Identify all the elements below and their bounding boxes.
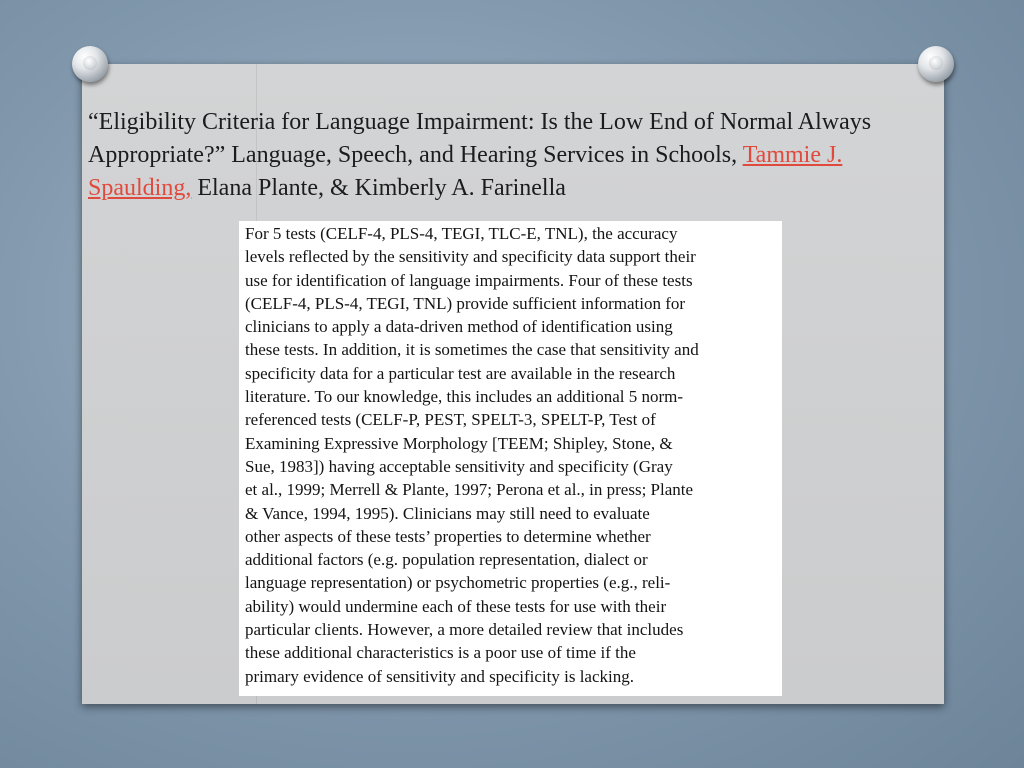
- article-excerpt-image: [239, 221, 782, 696]
- excerpt-text: For 5 tests (CELF-4, PLS-4, TEGI, TLC-E, TNL), the accuracy levels reflected by the sensitivity and specificity data support their use for identification of language impairments. Four of these tests (CELF-4, PLS-4, TEGI, TNL) provide sufficient information for clinicians to apply a data-driven method of identification using these tests. In addition, it is sometimes the case that sensitivity and specificity data for a particular test are available in the research literature. To our knowledge, this includes an additional 5 norm- referenced tests (CELF-P, PEST, SPELT-3, SPELT-P, Test of Examining Expressive Morphology [TEEM; Shipley, Stone, & Sue, 1983]) having acceptable sensitivity and specificity (Gray et al., 1999; Merrell & Plante, 1997; Perona et al., in press; Plante & Vance, 1994, 1995). Clinicians may still need to evaluate other aspects of these tests’ properties to determine whether additional factors (e.g. population representation, dialect or language representation) or psychometric properties (e.g., reli- ability) would undermine each of these tests for use with their particular clients. However, a more detailed review that includes these additional characteristics is a poor use of time if the primary evidence of sensitivity and specificity is lacking.: [245, 224, 699, 686]
- slide-title: [88, 106, 933, 205]
- title-suffix: Elana Plante, & Kimberly A. Farinella: [191, 175, 566, 201]
- author-link[interactable]: Tammie J. Spaulding,: [88, 142, 843, 201]
- pushpin-icon: [918, 46, 954, 82]
- title-prefix: “Eligibility Criteria for Language Impairment: Is the Low End of Normal Always Appropriate?” Language, Speech, and Hearing Services in Schools,: [88, 109, 872, 168]
- pushpin-icon: [72, 46, 108, 82]
